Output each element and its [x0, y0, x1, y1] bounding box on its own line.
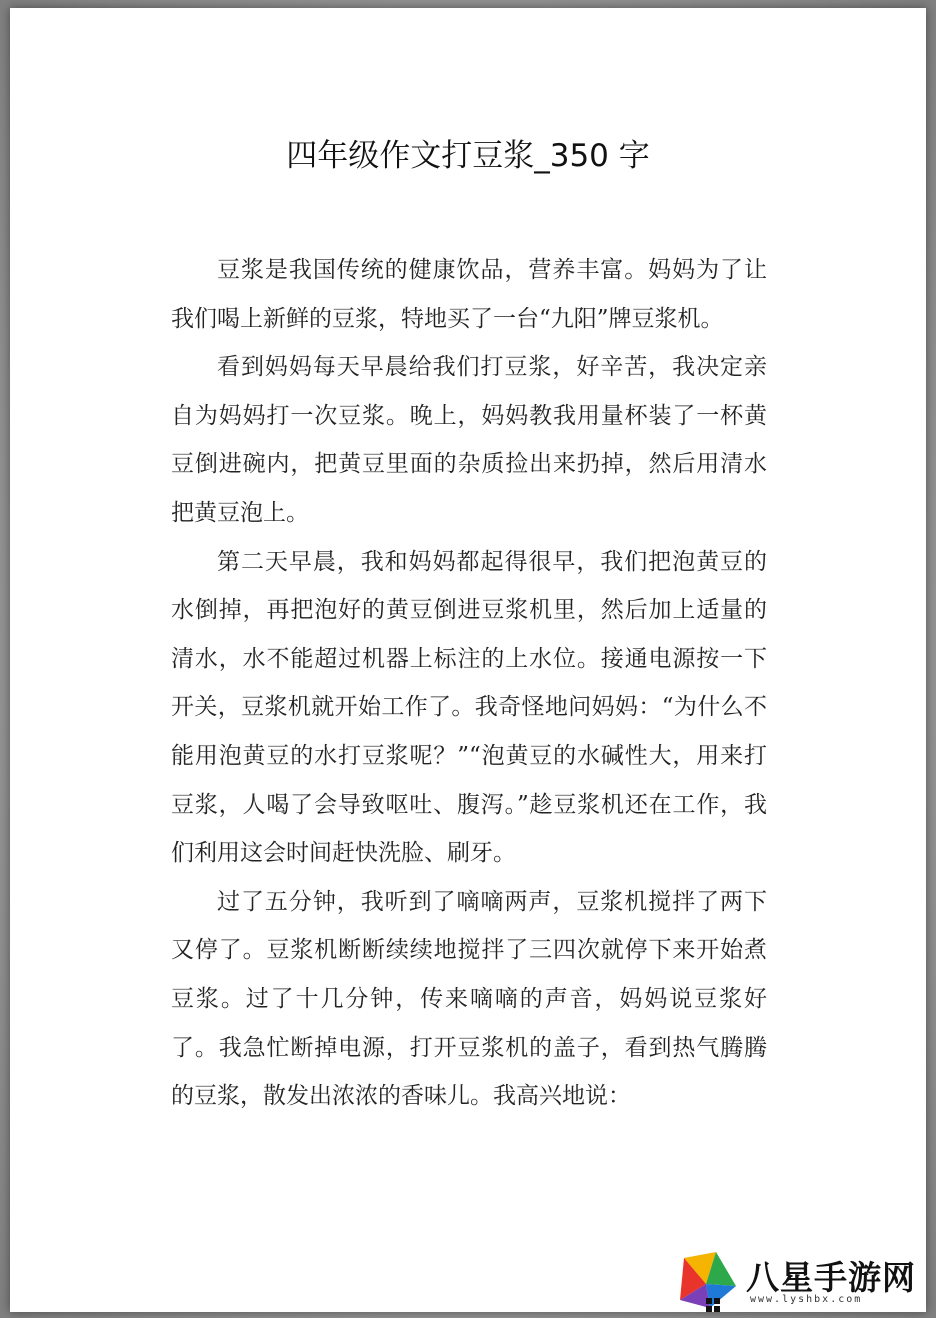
document-title: 四年级作文打豆浆_350 字	[286, 138, 650, 174]
paragraph-2: 看到妈妈每天早晨给我们打豆浆，好辛苦，我决定亲自为妈妈打一次豆浆。晚上，妈妈教我用量杯装了一杯黄豆倒进碗内，把黄豆里面的杂质捡出来扔掉，然后用清水把黄豆泡上。	[171, 354, 767, 526]
watermark-site-name: 八星手游网	[746, 1258, 916, 1297]
watermark-url: www.lyshbx.com	[750, 1294, 863, 1305]
paragraph-1: 豆浆是我国传统的健康饮品，营养丰富。妈妈为了让我们喝上新鲜的豆浆，特地买了一台“九阳”牌豆浆机。	[171, 257, 767, 332]
paragraph-3: 第二天早晨，我和妈妈都起得很早，我们把泡黄豆的水倒掉，再把泡好的黄豆倒进豆浆机里，然后加上适量的清水，水不能超过机器上标注的上水位。接通电源按一下开关，豆浆机就开始工作了。我奇怪地问妈妈：“为什么不能用泡黄豆的水打豆浆呢？”“泡黄豆的水碱性大，用来打豆浆，人喝了会导致呕吐、腹泻。”趁豆浆机还在工作，我们利用这会时间赶快洗脸、刷牙。	[171, 548, 767, 867]
grid-icon	[706, 1298, 720, 1312]
document-body	[171, 246, 767, 1121]
paragraph-4: 过了五分钟，我听到了嘀嘀两声，豆浆机搅拌了两下又停了。豆浆机断断续续地搅拌了三四次就停下来开始煮豆浆。过了十几分钟，传来嘀嘀的声音，妈妈说豆浆好了。我急忙断掉电源，打开豆浆机的盖子，看到热气腾腾的豆浆，散发出浓浓的香味儿。我高兴地说：	[171, 888, 767, 1110]
